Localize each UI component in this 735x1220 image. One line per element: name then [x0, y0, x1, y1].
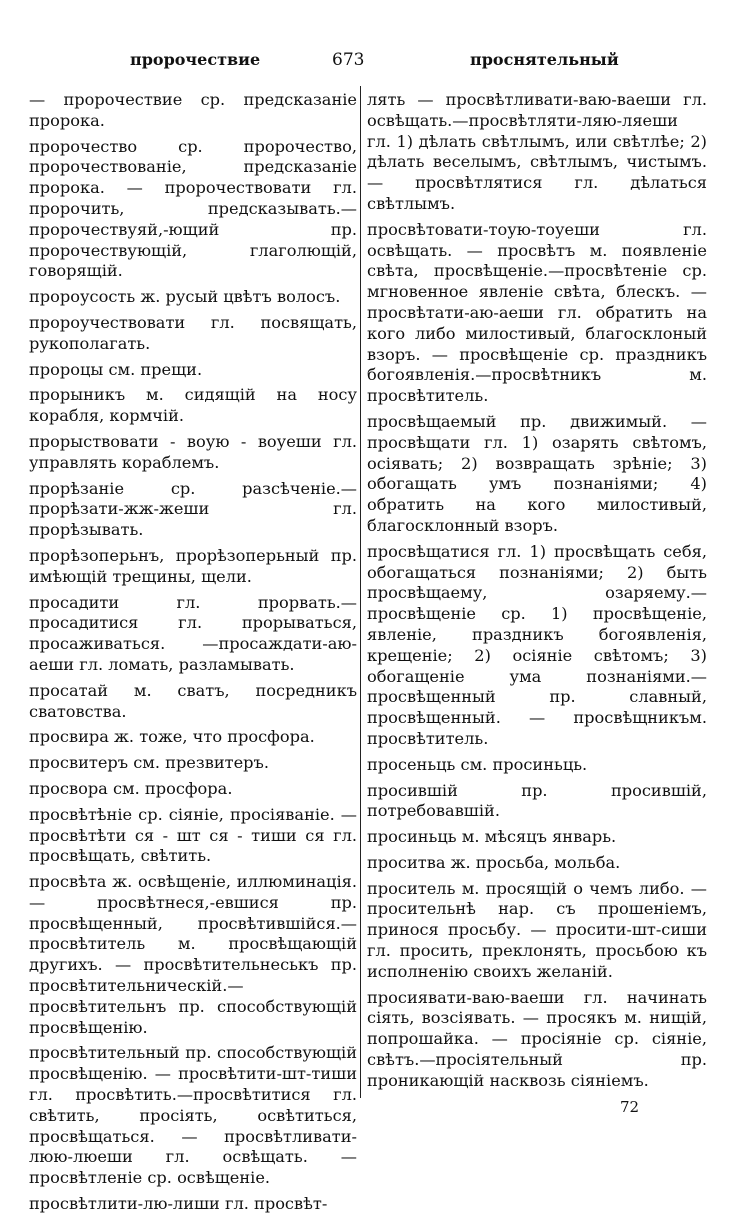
running-header — [0, 50, 735, 80]
entry: прорѣзоперьнъ, прорѣзоперьный пр. имѣющій трещины, щели. — [29, 545, 357, 586]
entry: просвѣтлити-лю-лиши гл. просвѣт- — [29, 1194, 328, 1214]
entry: просатай м. сватъ, посредникъ сватовства. — [29, 680, 357, 721]
header-right-word: проснятельный — [470, 50, 619, 69]
entry: проситва ж. просьба, мольба. — [367, 852, 621, 872]
entry: просиявати-ваю-ваеши гл. начинать сіять, возсіявать. — просякъ м. нищій, попрошайка. — просіяніе ср. сіяніе, свѣтъ.—просіятельный пр. проникающій насквозь сіяніемъ. — [367, 987, 707, 1090]
entry: просвѣтительный пр. способствующій просвѣщенію. — просвѣтити-шт-тиши гл. просвѣтить.—просвѣтитися гл. свѣтить, просіять, освѣтиться, просвѣщаться. — просвѣтливати-люю-люеши гл. освѣщать. —просвѣтленіе ср. освѣщеніе. — [29, 1043, 357, 1188]
entry: пророусость ж. русый цвѣтъ волосъ. — [29, 287, 341, 307]
entry: просиньць м. мѣсяцъ январь. — [367, 827, 617, 847]
entry: просвѣтовати-тоую-тоуеши гл. освѣщать. — просвѣтъ м. появленіе свѣта, просвѣщеніе.—просвѣтеніе ср. мгновенное явленіе свѣта, блескъ. — просвѣтати-аю-аеши гл. обратить на кого либо милостивый, благосклоный взоръ. — просвѣщеніе ср. праздникъ богоявленія.—просвѣтникъ м. просвѣтитель. — [367, 219, 707, 406]
entry: лять — просвѣтливати-ваю-ваеши гл. освѣщать.—просвѣтляти-ляю-ляеши гл. 1) дѣлать свѣтлымъ, или свѣтлѣе; 2) дѣлать веселымъ, свѣтлымъ, чистымъ. — просвѣтлятися гл. дѣлаться свѣтлымъ. — [367, 90, 707, 213]
entry: просвѣщаемый пр. движимый. — просвѣщати гл. 1) озарять свѣтомъ, осіявать; 2) возвращать зрѣніе; 3) обогащать умъ познаніями; 4) обратить на кого милостивый, благосклонный взоръ. — [367, 411, 707, 535]
entry: просвитеръ см. презвитеръ. — [29, 753, 269, 773]
entry: просадити гл. прорвать.—просадитися гл. прорываться, просаживаться. —просаждати-аю-аеши гл. ломать, разламывать. — [29, 592, 357, 674]
entry: просвѣщатися гл. 1) просвѣщать себя, обогащаться познаніями; 2) быть просвѣщаему, озаряему.— просвѣщеніе ср. 1) просвѣщеніе, явленіе, праздникъ богоявленія, крещеніе; 2) осіяніе свѣтомъ; 3) обогащеніе ума познаніями.—просвѣщенный пр. славный, просвѣщенный. — просвѣщникъм. просвѣтитель. — [367, 541, 707, 748]
header-left-word: пророчествие — [130, 50, 261, 69]
right-column — [367, 90, 707, 1097]
entry: — пророчествие ср. предсказаніе пророка. — [29, 90, 357, 130]
entry: пророцы см. прещи. — [29, 359, 203, 379]
entry: просвѣта ж. освѣщеніе, иллюминація. — просвѣтнеся,-евшися пр. просвѣщенный, просвѣтившійся.— просвѣтитель м. просвѣщающій другихъ. — просвѣтительнеськъ пр. просвѣтительническій.— просвѣтительнъ пр. способствующій просвѣщенію. — [29, 872, 357, 1037]
entry: просеньць см. просиньць. — [367, 754, 588, 774]
entry: прорѣзаніе ср. разсѣченіе.—прорѣзати-жж-жеши гл. прорѣзывать. — [29, 478, 357, 540]
entry: просвора см. просфора. — [29, 778, 233, 798]
entry: прорыникъ м. сидящій на носу корабля, кормчій. — [29, 385, 357, 426]
left-column — [29, 90, 357, 1220]
entry: прорыствовати - воую - воуеши гл. управлять кораблемъ. — [29, 431, 357, 472]
entry: просившій пр. просившій, потребовавшій. — [367, 780, 707, 821]
column-divider — [360, 86, 361, 1098]
entry: пророчество ср. пророчество, пророчествованіе, предсказаніе пророка. — пророчествовати гл. пророчить, предсказывать.—пророчествуяй,-ющий пр. пророчествующій, глаголющій, говорящій. — [29, 136, 357, 281]
page-number: 673 — [332, 50, 365, 70]
entry: проситель м. просящій о чемъ либо. —просительнѣ нар. съ прошеніемъ, принося просьбу. — просити-шт-сиши гл. просить, преклонять, просьбою къ исполненію своихъ желаній. — [367, 878, 707, 981]
signature-mark: 72 — [620, 1098, 640, 1116]
entry: просвира ж. тоже, что просфора. — [29, 727, 315, 747]
entry: пророучествовати гл. посвящать, рукополагать. — [29, 312, 357, 353]
entry: просвѣтѣніе ср. сіяніе, просіяваніе. —просвѣтѣти ся - шт ся - тиши ся гл. просвѣщать, свѣтить. — [29, 804, 357, 866]
